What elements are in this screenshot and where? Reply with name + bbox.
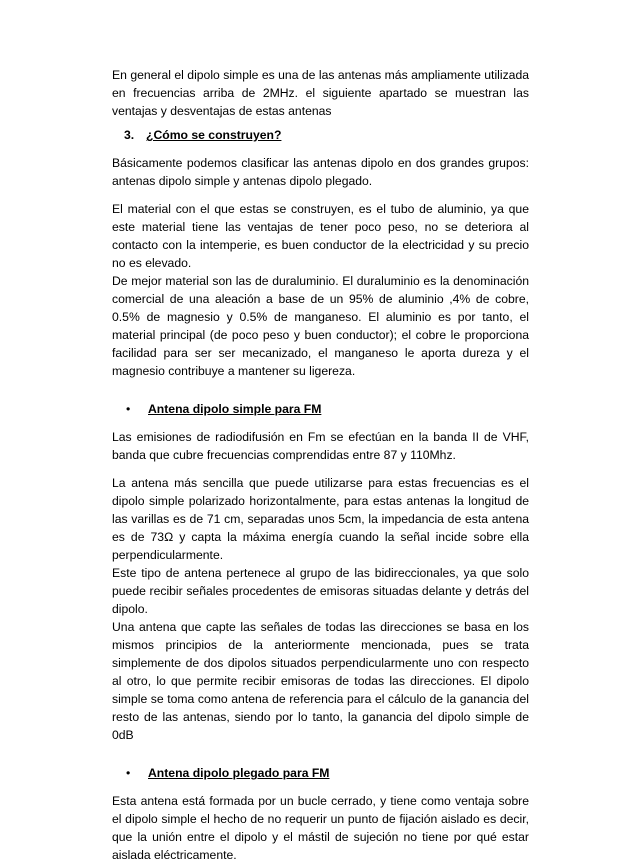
paragraph-duraluminio: De mejor material son las de duraluminio. El duraluminio es la denominación comercial de una aleación a base de un 95% de aluminio ,4% de cobre, 0.5% de magnesio y 0.5% de manganeso. El aluminio es por tanto, el material principal (de poco peso y buen conductor); el cobre le proporciona facilidad para ser ser mecanizado, el manganeso le aporta dureza y el magnesio contribuye a mantener su ligereza. xyxy=(112,274,529,378)
section-title: ¿Cómo se construyen? xyxy=(146,128,282,142)
paragraph-classification: Básicamente podemos clasificar las antenas dipolo en dos grandes grupos: antenas dipolo simple y antenas dipolo plegado. xyxy=(112,156,529,188)
section-number: 3. xyxy=(124,128,135,142)
intro-paragraph: En general el dipolo simple es una de las antenas más ampliamente utilizada en frecuencias arriba de 2MHz. el siguiente apartado se muestran las ventajas y desventajas de estas antenas xyxy=(112,68,529,118)
bullet-heading-dipolo-simple xyxy=(126,400,529,418)
document-page xyxy=(112,66,529,864)
bullet-title: Antena dipolo plegado para FM xyxy=(148,766,330,780)
paragraph-antena-sencilla: La antena más sencilla que puede utilizarse para estas frecuencias es el dipolo simple polarizado horizontalmente, para estas antenas la longitud de las varillas es de 71 cm, separadas unos 5cm, la impedancia de esta antena es de 73Ω y capta la máxima energía cuando la señal incide sobre ella perpendicularmente. xyxy=(112,476,529,562)
paragraph-plegado: Esta antena está formada por un bucle cerrado, y tiene como ventaja sobre el dipolo simple el hecho de no requerir un punto de fijación aislado es decir, que la unión entre el dipolo y el mástil de sujeción no tiene por qué estar aislada eléctricamente. xyxy=(112,794,529,862)
bullet-icon: • xyxy=(126,402,131,416)
paragraph-bidireccionales: Este tipo de antena pertenece al grupo de las bidireccionales, ya que solo puede recibir señales procedentes de emisoras situadas delante y detrás del dipolo. xyxy=(112,566,529,616)
bullet-heading-dipolo-plegado xyxy=(126,764,529,782)
paragraph-emisiones: Las emisiones de radiodifusión en Fm se efectúan en la banda II de VHF, banda que cubre frecuencias comprendidas entre 87 y 110Mhz. xyxy=(112,430,529,462)
bullet-title: Antena dipolo simple para FM xyxy=(148,402,322,416)
paragraph-material: El material con el que estas se construyen, es el tubo de aluminio, ya que este material tiene las ventajas de tener poco peso, no se deteriora al contacto con la intemperie, es buen conductor de la electricidad y su precio no es elevado. xyxy=(112,202,529,270)
section-heading xyxy=(124,126,529,144)
bullet-icon: • xyxy=(126,766,131,780)
paragraph-todas-direcciones: Una antena que capte las señales de todas las direcciones se basa en los mismos principios de la anteriormente mencionada, pues se trata simplemente de dos dipolos situados perpendicularmente uno con respecto al otro, lo que permite recibir emisoras de todas las direcciones. El dipolo simple se toma como antena de referencia para el cálculo de la ganancia del resto de las antenas, siendo por lo tanto, la ganancia del dipolo simple de 0dB xyxy=(112,620,529,742)
